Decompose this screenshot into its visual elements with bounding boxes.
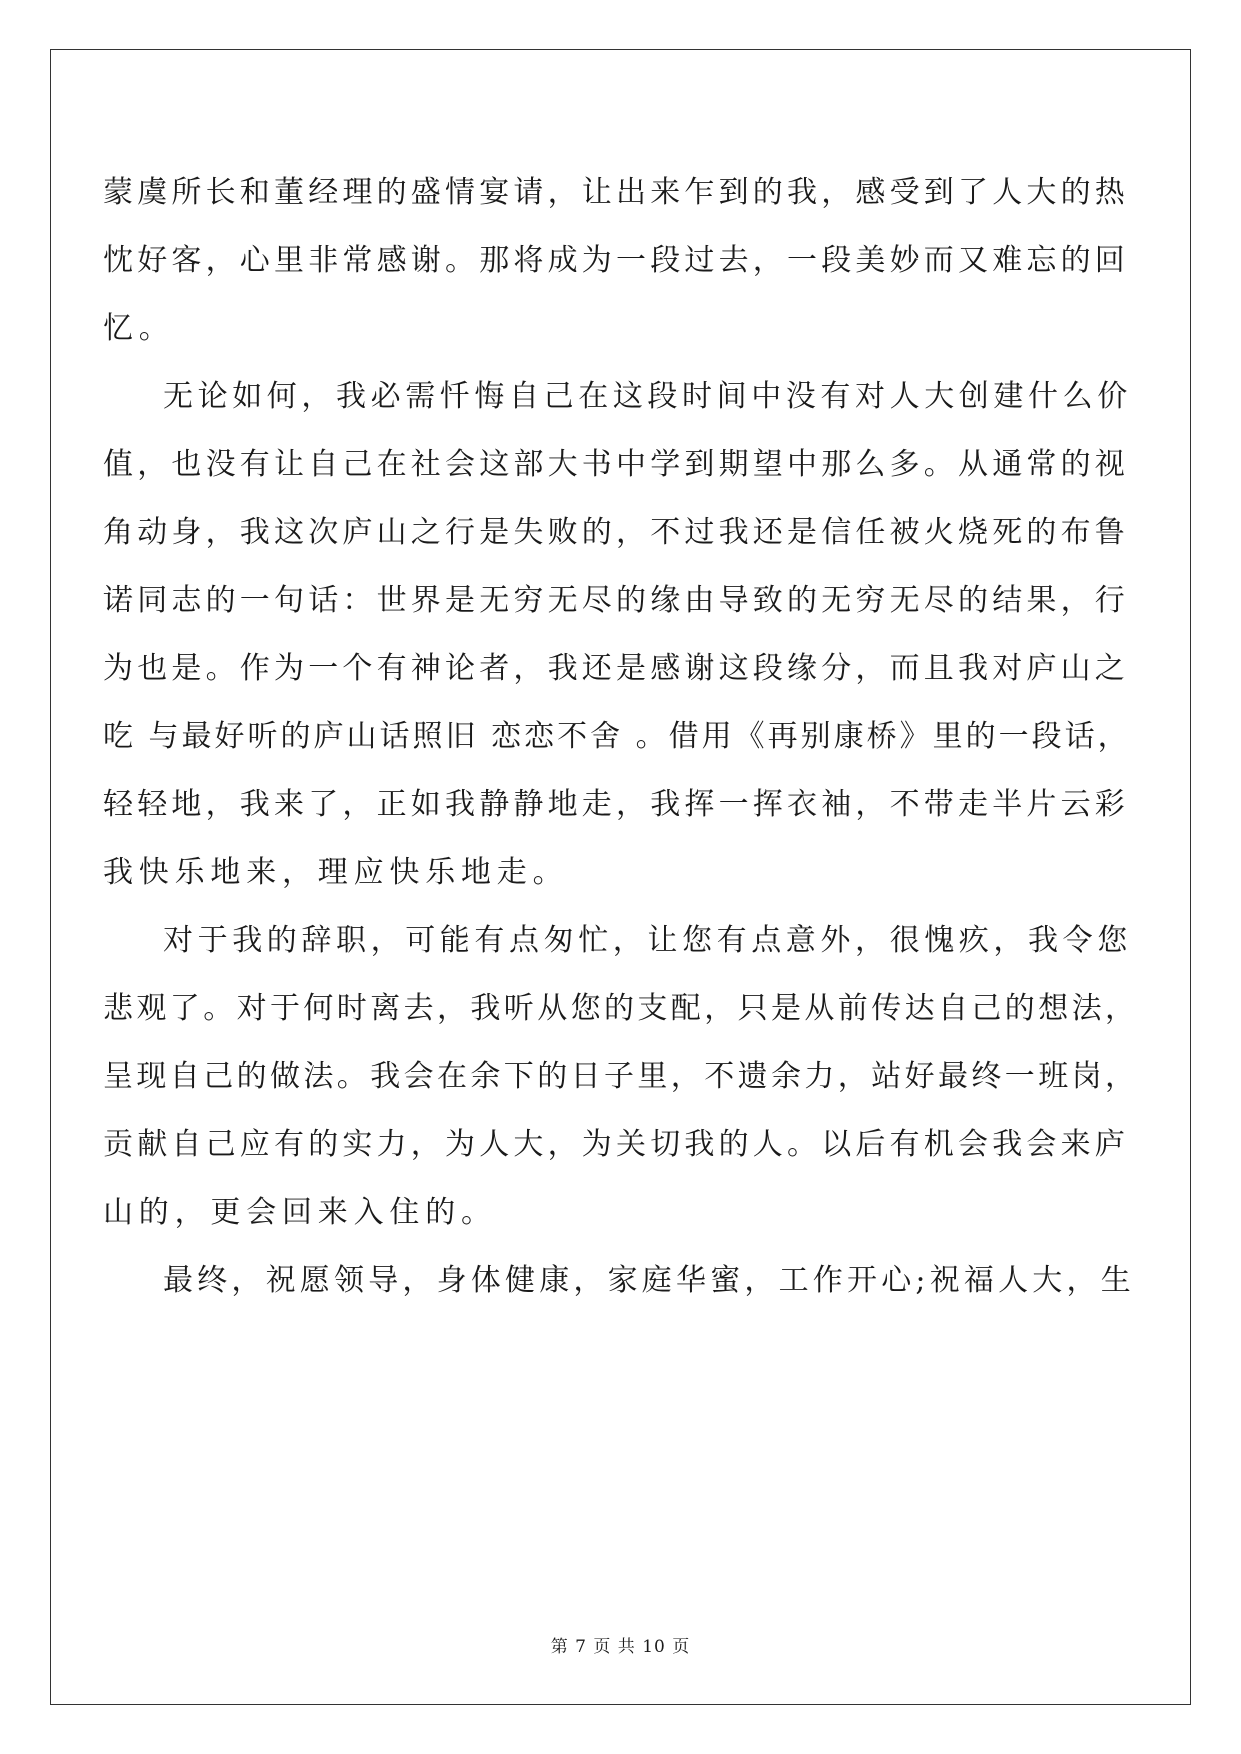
text-line: 悲观了。对于何时离去，我听从您的支配，只是从前传达自己的想法， <box>103 991 1139 1026</box>
text-line: 值，也没有让自己在社会这部大书中学到期望中那么多。从通常的视 <box>103 447 1129 482</box>
text-line: 轻轻地，我来了，正如我静静地走，我挥一挥衣袖，不带走半片云彩 <box>103 787 1129 822</box>
text-line: 最终，祝愿领导，身体健康，家庭华蜜，工作开心;祝福人大，生 <box>163 1263 1135 1298</box>
text-line: 忆。 <box>103 311 175 346</box>
text-line: 诺同志的一句话：世界是无穷无尽的缘由导致的无穷无尽的结果，行 <box>103 583 1129 618</box>
text-line: 我快乐地来，理应快乐地走。 <box>103 855 569 890</box>
text-line: 为也是。作为一个有神论者，我还是感谢这段缘分，而且我对庐山之 <box>103 651 1129 686</box>
text-line: 无论如何，我必需忏悔自己在这段时间中没有对人大创建什么价 <box>163 379 1132 414</box>
text-line: 吃 与最好听的庐山话照旧 恋恋不舍 。借用《再别康桥》里的一段话， <box>103 719 1131 754</box>
document-body <box>103 159 1140 1315</box>
text-line: 对于我的辞职，可能有点匆忙，让您有点意外，很愧疚，我令您 <box>163 923 1132 958</box>
page-number-footer: 第 7 页 共 10 页 <box>550 1637 691 1657</box>
text-line: 呈现自己的做法。我会在余下的日子里，不遗余力，站好最终一班岗， <box>103 1059 1139 1094</box>
text-line: 山的，更会回来入住的。 <box>103 1195 497 1230</box>
text-line: 蒙虞所长和董经理的盛情宴请，让出来乍到的我，感受到了人大的热 <box>103 175 1129 210</box>
text-line: 忱好客，心里非常感谢。那将成为一段过去，一段美妙而又难忘的回 <box>103 243 1129 278</box>
text-line: 角动身，我这次庐山之行是失败的，不过我还是信任被火烧死的布鲁 <box>103 515 1129 550</box>
text-line: 贡献自己应有的实力，为人大，为关切我的人。以后有机会我会来庐 <box>103 1127 1129 1162</box>
